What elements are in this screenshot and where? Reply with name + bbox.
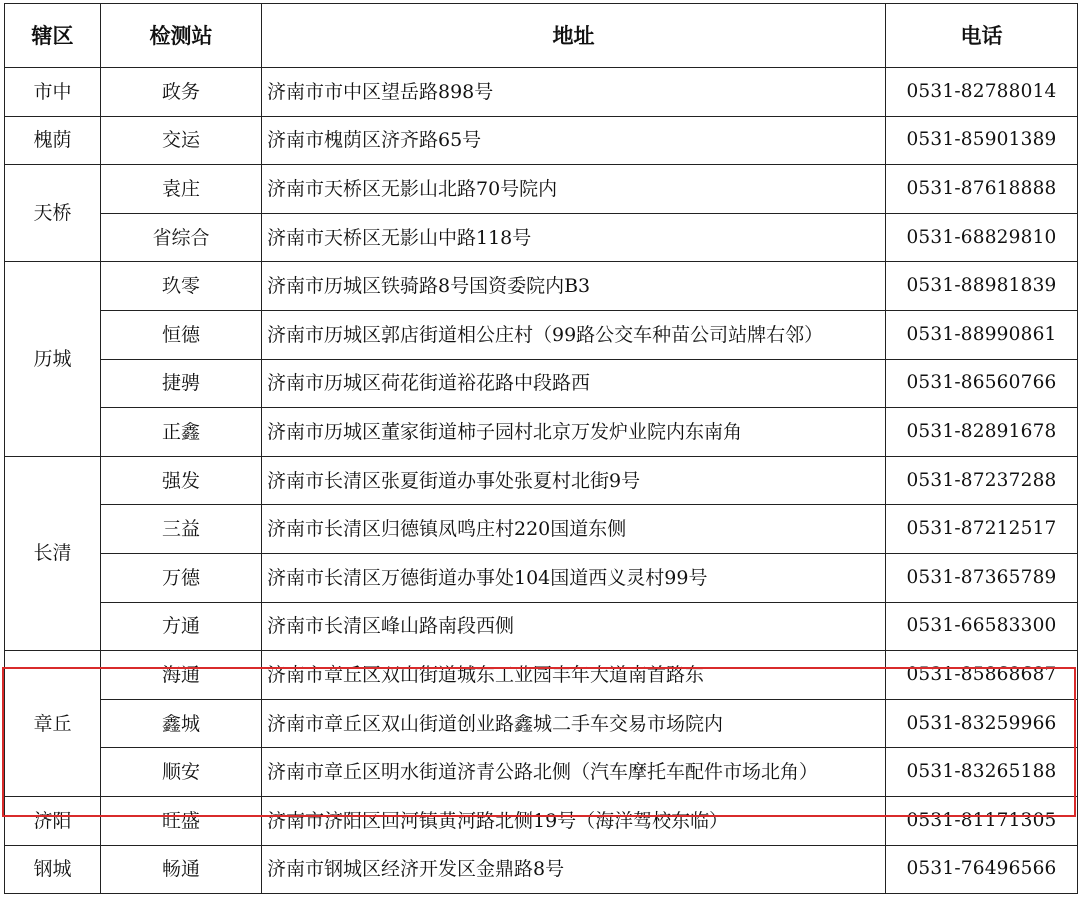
table-row [5, 748, 1078, 797]
table-row [5, 359, 1078, 408]
address-cell: 济南市历城区郭店街道相公庄村（99路公交车种苗公司站牌右邻） [262, 310, 886, 359]
district-cell: 市中 [5, 68, 101, 117]
station-cell: 畅通 [101, 845, 262, 894]
table-row [5, 262, 1078, 311]
station-cell: 政务 [101, 68, 262, 117]
address-cell: 济南市长清区万德街道办事处104国道西义灵村99号 [262, 553, 886, 602]
station-cell: 旺盛 [101, 796, 262, 845]
station-cell: 恒德 [101, 310, 262, 359]
address-cell: 济南市市中区望岳路898号 [262, 68, 886, 117]
table-row [5, 699, 1078, 748]
station-cell: 方通 [101, 602, 262, 651]
district-cell: 济阳 [5, 796, 101, 845]
district-cell: 钢城 [5, 845, 101, 894]
phone-cell: 0531-83265188 [886, 748, 1078, 797]
station-cell: 捷骋 [101, 359, 262, 408]
phone-cell: 0531-66583300 [886, 602, 1078, 651]
station-cell: 海通 [101, 651, 262, 700]
address-cell: 济南市章丘区双山街道创业路鑫城二手车交易市场院内 [262, 699, 886, 748]
address-cell: 济南市天桥区无影山北路70号院内 [262, 165, 886, 214]
phone-cell: 0531-85868687 [886, 651, 1078, 700]
address-cell: 济南市历城区荷花街道裕花路中段路西 [262, 359, 886, 408]
district-cell: 天桥 [5, 165, 101, 262]
station-cell: 袁庄 [101, 165, 262, 214]
table-row [5, 408, 1078, 457]
district-cell: 历城 [5, 262, 101, 456]
station-cell: 强发 [101, 456, 262, 505]
table-row [5, 456, 1078, 505]
phone-cell: 0531-88990861 [886, 310, 1078, 359]
station-cell: 三益 [101, 505, 262, 554]
header-phone: 电话 [886, 4, 1078, 68]
address-cell: 济南市章丘区双山街道城东工业园丰年大道南首路东 [262, 651, 886, 700]
phone-cell: 0531-76496566 [886, 845, 1078, 894]
phone-cell: 0531-81171305 [886, 796, 1078, 845]
phone-cell: 0531-88981839 [886, 262, 1078, 311]
table-row [5, 845, 1078, 894]
phone-cell: 0531-68829810 [886, 213, 1078, 262]
table-row [5, 116, 1078, 165]
phone-cell: 0531-87212517 [886, 505, 1078, 554]
address-cell: 济南市槐荫区济齐路65号 [262, 116, 886, 165]
phone-cell: 0531-82788014 [886, 68, 1078, 117]
district-cell: 章丘 [5, 651, 101, 797]
phone-cell: 0531-87618888 [886, 165, 1078, 214]
address-cell: 济南市钢城区经济开发区金鼎路8号 [262, 845, 886, 894]
station-cell: 万德 [101, 553, 262, 602]
station-table-wrapper [4, 3, 1078, 894]
phone-cell: 0531-87237288 [886, 456, 1078, 505]
address-cell: 济南市天桥区无影山中路118号 [262, 213, 886, 262]
table-row [5, 796, 1078, 845]
station-cell: 正鑫 [101, 408, 262, 457]
address-cell: 济南市长清区峰山路南段西侧 [262, 602, 886, 651]
header-row [5, 4, 1078, 68]
phone-cell: 0531-86560766 [886, 359, 1078, 408]
table-body [5, 68, 1078, 894]
station-cell: 省综合 [101, 213, 262, 262]
address-cell: 济南市长清区张夏街道办事处张夏村北街9号 [262, 456, 886, 505]
district-cell: 长清 [5, 456, 101, 650]
address-cell: 济南市章丘区明水街道济青公路北侧（汽车摩托车配件市场北角） [262, 748, 886, 797]
inspection-station-table [4, 3, 1078, 894]
table-row [5, 602, 1078, 651]
station-cell: 顺安 [101, 748, 262, 797]
table-row [5, 68, 1078, 117]
table-row [5, 553, 1078, 602]
header-station: 检测站 [101, 4, 262, 68]
address-cell: 济南市长清区归德镇凤鸣庄村220国道东侧 [262, 505, 886, 554]
table-row [5, 505, 1078, 554]
phone-cell: 0531-85901389 [886, 116, 1078, 165]
phone-cell: 0531-83259966 [886, 699, 1078, 748]
district-cell: 槐荫 [5, 116, 101, 165]
station-cell: 鑫城 [101, 699, 262, 748]
table-row [5, 310, 1078, 359]
address-cell: 济南市历城区董家街道柿子园村北京万发炉业院内东南角 [262, 408, 886, 457]
header-address: 地址 [262, 4, 886, 68]
table-row [5, 165, 1078, 214]
phone-cell: 0531-82891678 [886, 408, 1078, 457]
phone-cell: 0531-87365789 [886, 553, 1078, 602]
table-row [5, 213, 1078, 262]
header-district: 辖区 [5, 4, 101, 68]
station-cell: 交运 [101, 116, 262, 165]
station-cell: 玖零 [101, 262, 262, 311]
table-row [5, 651, 1078, 700]
address-cell: 济南市历城区铁骑路8号国资委院内B3 [262, 262, 886, 311]
address-cell: 济南市济阳区回河镇黄河路北侧19号（海洋驾校东临） [262, 796, 886, 845]
